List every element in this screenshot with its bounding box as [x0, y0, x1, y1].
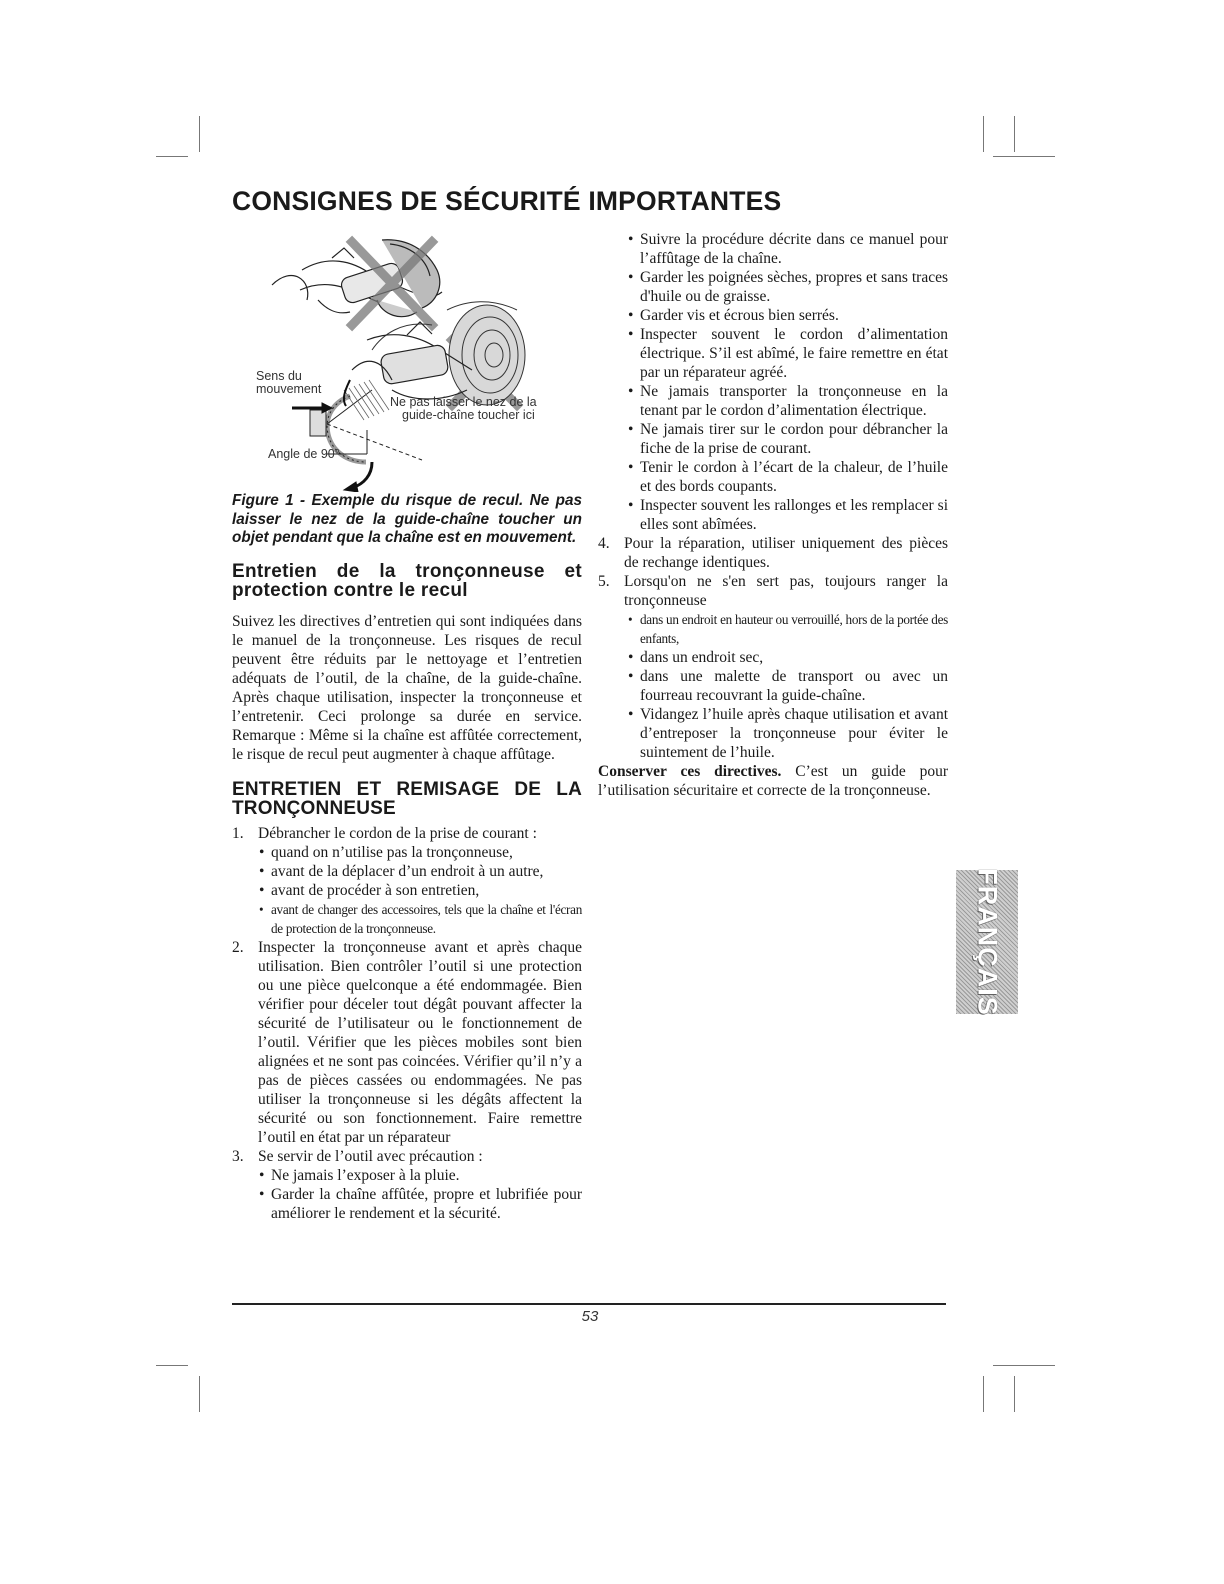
crop-mark	[993, 1365, 1055, 1366]
list-bullet: • Suivre la procédure décrite dans ce manuel pour l’affûtage de la chaîne.	[628, 231, 948, 267]
kickback-figure	[232, 230, 582, 492]
crop-mark	[983, 116, 984, 152]
list-item: 2. Inspecter la tronçonneuse avant et après chaque utilisation. Bien contrôler l’outil si une protection ou une pièce quelconque a été endommagée. Bien vérifier pour déceler tout dégât pouvant affecter la sécurité de l’utilisateur ou le fonctionnement de l’outil. Vérifier que les pièces mobiles sont bien alignées et ne sont pas coincées. Vérifier qu’il n’y a pas de pièces cassées ou endommagées. Ne pas utiliser la tronçonneuse si les dégâts affectent la sécurité ou son fonctionnement. Faire remettre l’outil en état par un réparateur	[232, 938, 582, 1146]
list-bullet: • quand on n’utilise pas la tronçonneuse,	[259, 843, 513, 861]
list-bullet: • Inspecter souvent le cordon d’alimentation électrique. S’il est abîmé, le faire remettre en état par un réparateur agréé.	[628, 326, 948, 381]
right-column	[598, 230, 948, 816]
crop-mark	[993, 156, 1055, 157]
crop-mark	[1014, 1376, 1015, 1412]
page-number: 53	[581, 1308, 599, 1325]
list-bullet: • dans une malette de transport ou avec un fourreau recouvrant la guide-chaîne.	[628, 668, 948, 704]
section-heading-storage: ENTRETIEN ET REMISAGE DE LA TRONÇONNEUSE	[232, 778, 582, 819]
list-bullet: • Ne jamais transporter la tronçonneuse en la tenant par le cordon d’alimentation électrique.	[628, 383, 948, 419]
list-bullet: • Inspecter souvent les rallonges et les remplacer si elles sont abîmées.	[628, 497, 948, 533]
figure-label-direction: Sens du mouvement	[256, 369, 322, 396]
list-bullet: • Tenir le cordon à l’écart de la chaleur, de l’huile et des bords coupants.	[628, 459, 948, 495]
list-item: 5. Lorsqu'on ne s'en sert pas, toujours ranger la tronçonneuse	[598, 573, 948, 609]
section-heading-kickback: Entretien de la tronçonneuse et protection contre le recul	[232, 560, 582, 601]
list-bullet: • Garder la chaîne affûtée, propre et lubrifiée pour améliorer le rendement et la sécurité.	[259, 1185, 582, 1222]
list-bullet: • Ne jamais l’exposer à la pluie.	[259, 1166, 460, 1184]
section-body-kickback: Suivez les directives d’entretien qui sont indiquées dans le manuel de la tronçonneuse. Les risques de recul peuvent être réduits par le nettoyage et l’entretien adéquats de l’outil, de la chaîne, de la guide-chaîne. Après chaque utilisation, inspecter la tronçonneuse et l’entretenir. Ceci prolonge sa durée en service. Remarque : Même si la chaîne est affûtée correctement, le risque de recul peut augmenter à chaque affûtage.	[232, 612, 582, 763]
list-bullet: • Garder les poignées sèches, propres et sans traces d'huile ou de graisse.	[628, 269, 948, 305]
list-item: 1. Débrancher le cordon de la prise de courant :	[232, 824, 537, 842]
figure-label-warning: Ne pas laisser le nez de la guide-chaîne toucher ici	[390, 395, 537, 422]
crop-mark	[199, 1376, 200, 1412]
list-bullet: • Vidangez l’huile après chaque utilisation et avant d’entreposer la tronçonneuse pour éviter le suintement de l’huile.	[628, 706, 948, 761]
list-bullet: • dans un endroit en hauteur ou verrouillé, hors de la portée des enfants,	[628, 612, 948, 646]
list-bullet: • avant de la déplacer d’un endroit à un autre,	[259, 862, 544, 880]
figure-label-angle: Angle de 90°	[268, 447, 340, 461]
list-bullet: • Ne jamais tirer sur le cordon pour débrancher la fiche de la prise de courant.	[628, 421, 948, 457]
footer-rule	[232, 1303, 946, 1305]
warning-hatch	[344, 380, 389, 420]
crop-mark	[156, 156, 188, 157]
closing-paragraph: Conserver ces directives. C’est un guide pour l’utilisation sécuritaire et correcte de la tronçonneuse.	[598, 763, 948, 799]
left-column	[232, 230, 582, 1223]
crop-mark	[199, 116, 200, 152]
list-bullet: • avant de changer des accessoires, tels que la chaîne et l'écran de protection de la tronçonneuse.	[259, 901, 582, 936]
crop-mark	[1014, 116, 1015, 152]
language-tab-label: FRANÇAIS	[972, 868, 1003, 1016]
crop-mark	[983, 1376, 984, 1412]
list-item: 4. Pour la réparation, utiliser uniquement des pièces de rechange identiques.	[598, 535, 948, 571]
crop-mark	[156, 1365, 188, 1366]
figure-caption: Figure 1 - Exemple du risque de recul. Ne pas laisser le nez de la guide-chaîne toucher un objet pendant que la chaîne est en mouvement.	[232, 492, 582, 546]
list-bullet: • dans un endroit sec,	[628, 649, 764, 666]
list-bullet: • Garder vis et écrous bien serrés.	[628, 307, 839, 324]
list-bullet: • avant de procéder à son entretien,	[259, 881, 480, 899]
list-item: 3. Se servir de l’outil avec précaution :	[232, 1147, 483, 1165]
language-tab	[956, 870, 1018, 1014]
page-title: CONSIGNES DE SÉCURITÉ IMPORTANTES	[232, 186, 782, 216]
